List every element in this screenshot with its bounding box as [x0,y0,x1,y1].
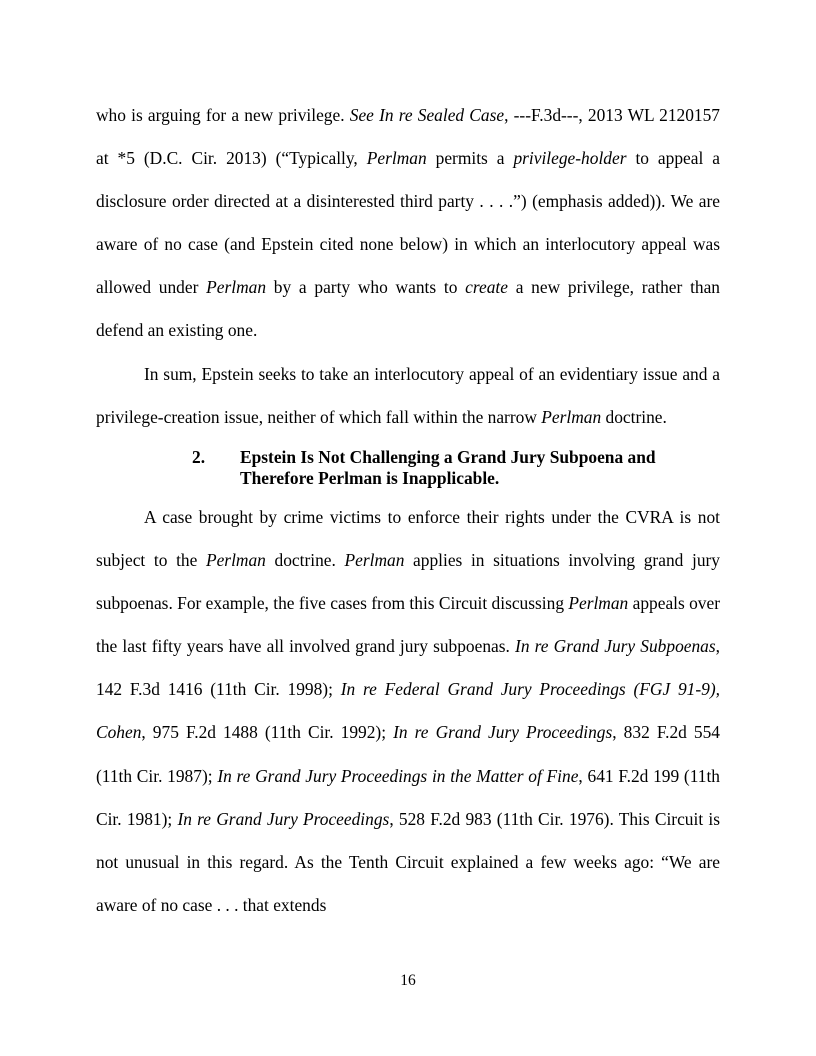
text-run: , 832 F.2d 554 (11th Cir. 1987); [96,722,720,786]
italic-text: In re Grand Jury Proceedings [177,808,390,829]
text-run: A case brought by crime victims to enforce their rights under the CVRA is not subject to the [96,506,720,571]
italic-text: In re Grand Jury Subpoenas [515,636,716,657]
section-heading [96,447,720,490]
italic-text: Perlman [206,277,267,298]
paragraph [96,94,720,353]
text-run: a new privilege, rather than defend an existing one. [96,277,721,341]
paragraph [96,496,720,927]
italic-text: Perlman [205,550,266,571]
text-run: , 528 F.2d 983 (11th Cir. 1976). This Circuit is not unusual in this regard. As the Tenth Circuit explained a few weeks ago: “We are aware of no case . . . that extends [96,808,720,915]
section-heading-text: Epstein Is Not Challenging a Grand Jury Subpoena and Therefore Perlman is Inapplicable. [240,446,656,489]
text-run: , 641 F.2d 199 (11th Cir. 1981); [96,765,720,829]
text-run: In sum, Epstein seeks to take an interlocutory appeal of an evidentiary issue and a privilege-creation issue, neither of which fall within the narrow [96,363,720,427]
paragraph [96,353,720,439]
text-run: , 975 F.2d 1488 (11th Cir. 1992); [141,722,394,743]
italic-text: In re Federal Grand Jury Proceedings (FGJ 91-9), Cohen [96,679,720,743]
italic-text: Perlman [568,593,629,614]
text-run: to appeal a disclosure order directed at a disinterested third party . . . .”) (emphasis added)). We are aware of no case (and Epstein cited none below) in which an interlocutory appeal was allowed under [96,148,720,298]
section-number: 2. [192,446,206,467]
paragraphs-before-heading [96,94,720,439]
italic-text: Perlman [366,148,427,169]
italic-text: See In re Sealed Case [349,105,505,125]
text-run: , 142 F.3d 1416 (11th Cir. 1998); [96,636,720,700]
text-run: applies in situations involving grand jury subpoenas. For example, the five cases from this Circuit discussing [96,550,720,614]
paragraphs-after-heading [96,496,720,927]
italic-text: Perlman [344,550,405,571]
page-number: 16 [400,972,416,989]
text-run: , ---F.3d---, 2013 WL 2120157 at *5 (D.C. Cir. 2013) (“Typically, [96,105,721,169]
italic-text: In re Grand Jury Proceedings [393,722,613,743]
text-run: doctrine. [601,406,667,427]
text-run: who is arguing for a new privilege. [96,105,350,125]
italic-text: privilege-holder [513,148,627,169]
body-text [96,94,720,927]
italic-text: In re Grand Jury Proceedings in the Matter of Fine [217,765,579,786]
text-run: by a party who wants to [266,277,466,298]
italic-text: Perlman [541,406,602,427]
text-run: doctrine. [265,550,345,571]
text-run: appeals over the last fifty years have all involved grand jury subpoenas. [96,593,721,657]
text-run: permits a [426,148,514,169]
italic-text: create [465,277,508,298]
